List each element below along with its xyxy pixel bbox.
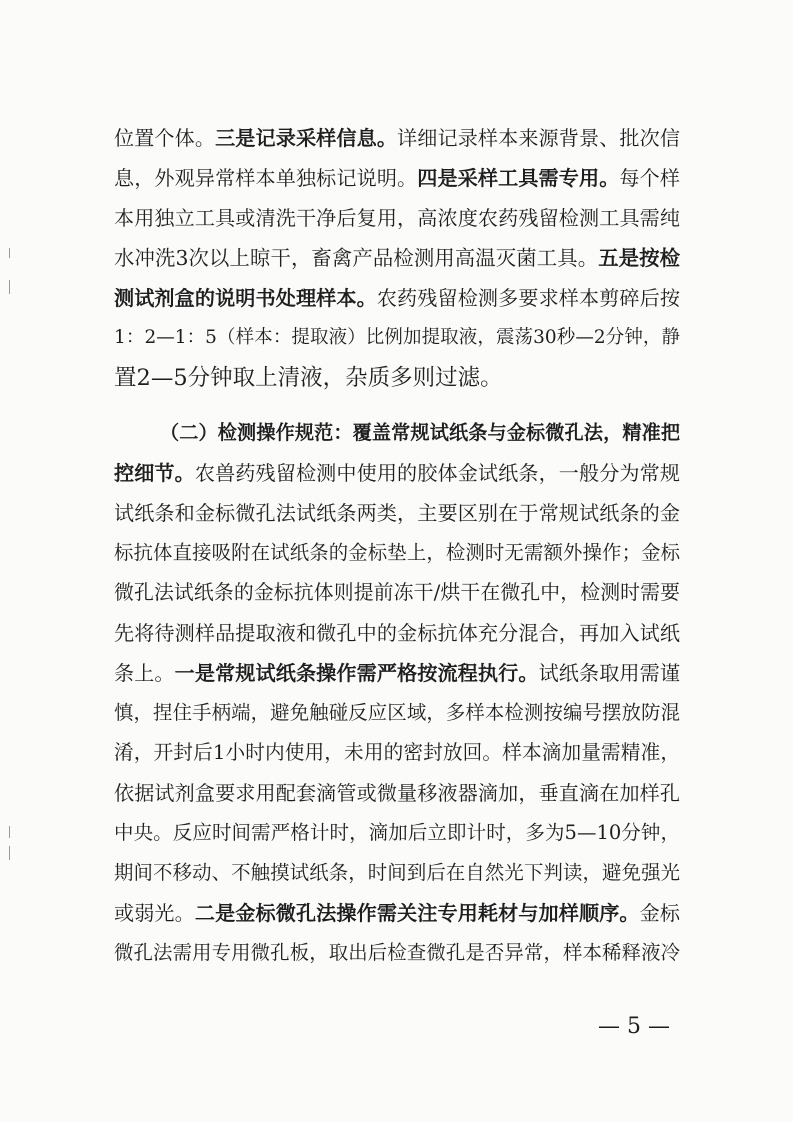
bold-heading: 测试剂盒的说明书处理样本。	[114, 286, 377, 310]
binding-mark	[9, 248, 10, 258]
text-line: 条上。一是常规试纸条操作需严格按流程执行。试纸条取用需谨	[114, 661, 680, 685]
text-line: 息，外观异常样本单独标记说明。四是采样工具需专用。每个样	[114, 166, 680, 190]
text-line: 水冲洗3次以上晾干，畜禽产品检测用高温灭菌工具。五是按检	[114, 246, 681, 270]
text-line: 1：2—1：5（样本：提取液）比例加提取液，震荡30秒—2分钟，静	[114, 327, 680, 348]
bold-heading: 四是采样工具需专用。	[417, 166, 620, 190]
text-line: 微孔法需用专用微孔板，取出后检查微孔是否异常，样本稀释液冷	[114, 941, 680, 964]
page-number: — 5 —	[598, 1014, 670, 1039]
bold-heading: 一是常规试纸条操作需严格按流程执行。	[174, 661, 539, 685]
text-line: 本用独立工具或清洗干净后复用，高浓度农药残留检测工具需纯	[114, 206, 680, 230]
text-line: 置2—5分钟取上清液，杂质多则过滤。	[114, 365, 503, 391]
text-line: 标抗体直接吸附在试纸条的金标垫上，检测时无需额外操作；金标	[114, 541, 680, 564]
text-line: 微孔法试纸条的金标抗体则提前冻干/烘干在微孔中，检测时需要	[114, 581, 680, 604]
section-heading: （二）检测操作规范：覆盖常规试纸条与金标微孔法，精准把	[160, 421, 680, 444]
binding-mark	[9, 280, 10, 294]
bold-heading: 二是金标微孔法操作需关注专用耗材与加样顺序。	[194, 901, 640, 925]
text-line: 试纸条和金标微孔法试纸条两类，主要区别在于常规试纸条的金	[114, 501, 680, 525]
text-line: 控细节。农兽药残留检测中使用的胶体金试纸条，一般分为常规	[114, 461, 680, 485]
text-line: 慎，捏住手柄端，避免触碰反应区域，多样本检测按编号摆放防混	[114, 701, 680, 724]
text-line: 测试剂盒的说明书处理样本。农药残留检测多要求样本剪碎后按	[114, 286, 680, 310]
text-line: 或弱光。二是金标微孔法操作需关注专用耗材与加样顺序。金标	[114, 901, 680, 925]
binding-mark	[9, 846, 10, 860]
text-line: 位置个体。三是记录采样信息。详细记录样本来源背景、批次信	[114, 126, 680, 150]
binding-mark	[9, 826, 10, 838]
text-line: 依据试剂盒要求用配套滴管或微量移液器滴加，垂直滴在加样孔	[114, 781, 680, 805]
bold-heading: 三是记录采样信息。	[215, 126, 398, 150]
bold-heading: 五是按检	[598, 246, 681, 270]
text-line: 淆，开封后1小时内使用，未用的密封放回。样本滴加量需精准，	[114, 741, 680, 764]
text-line: 中央。反应时间需严格计时，滴加后立即计时，多为5—10分钟，	[114, 821, 680, 844]
text-line: 期间不移动、不触摸试纸条，时间到后在自然光下判读，避免强光	[114, 861, 680, 884]
text-line: 先将待测样品提取液和微孔中的金标抗体充分混合，再加入试纸	[114, 621, 680, 645]
bold-heading: 控细节。	[114, 461, 195, 485]
